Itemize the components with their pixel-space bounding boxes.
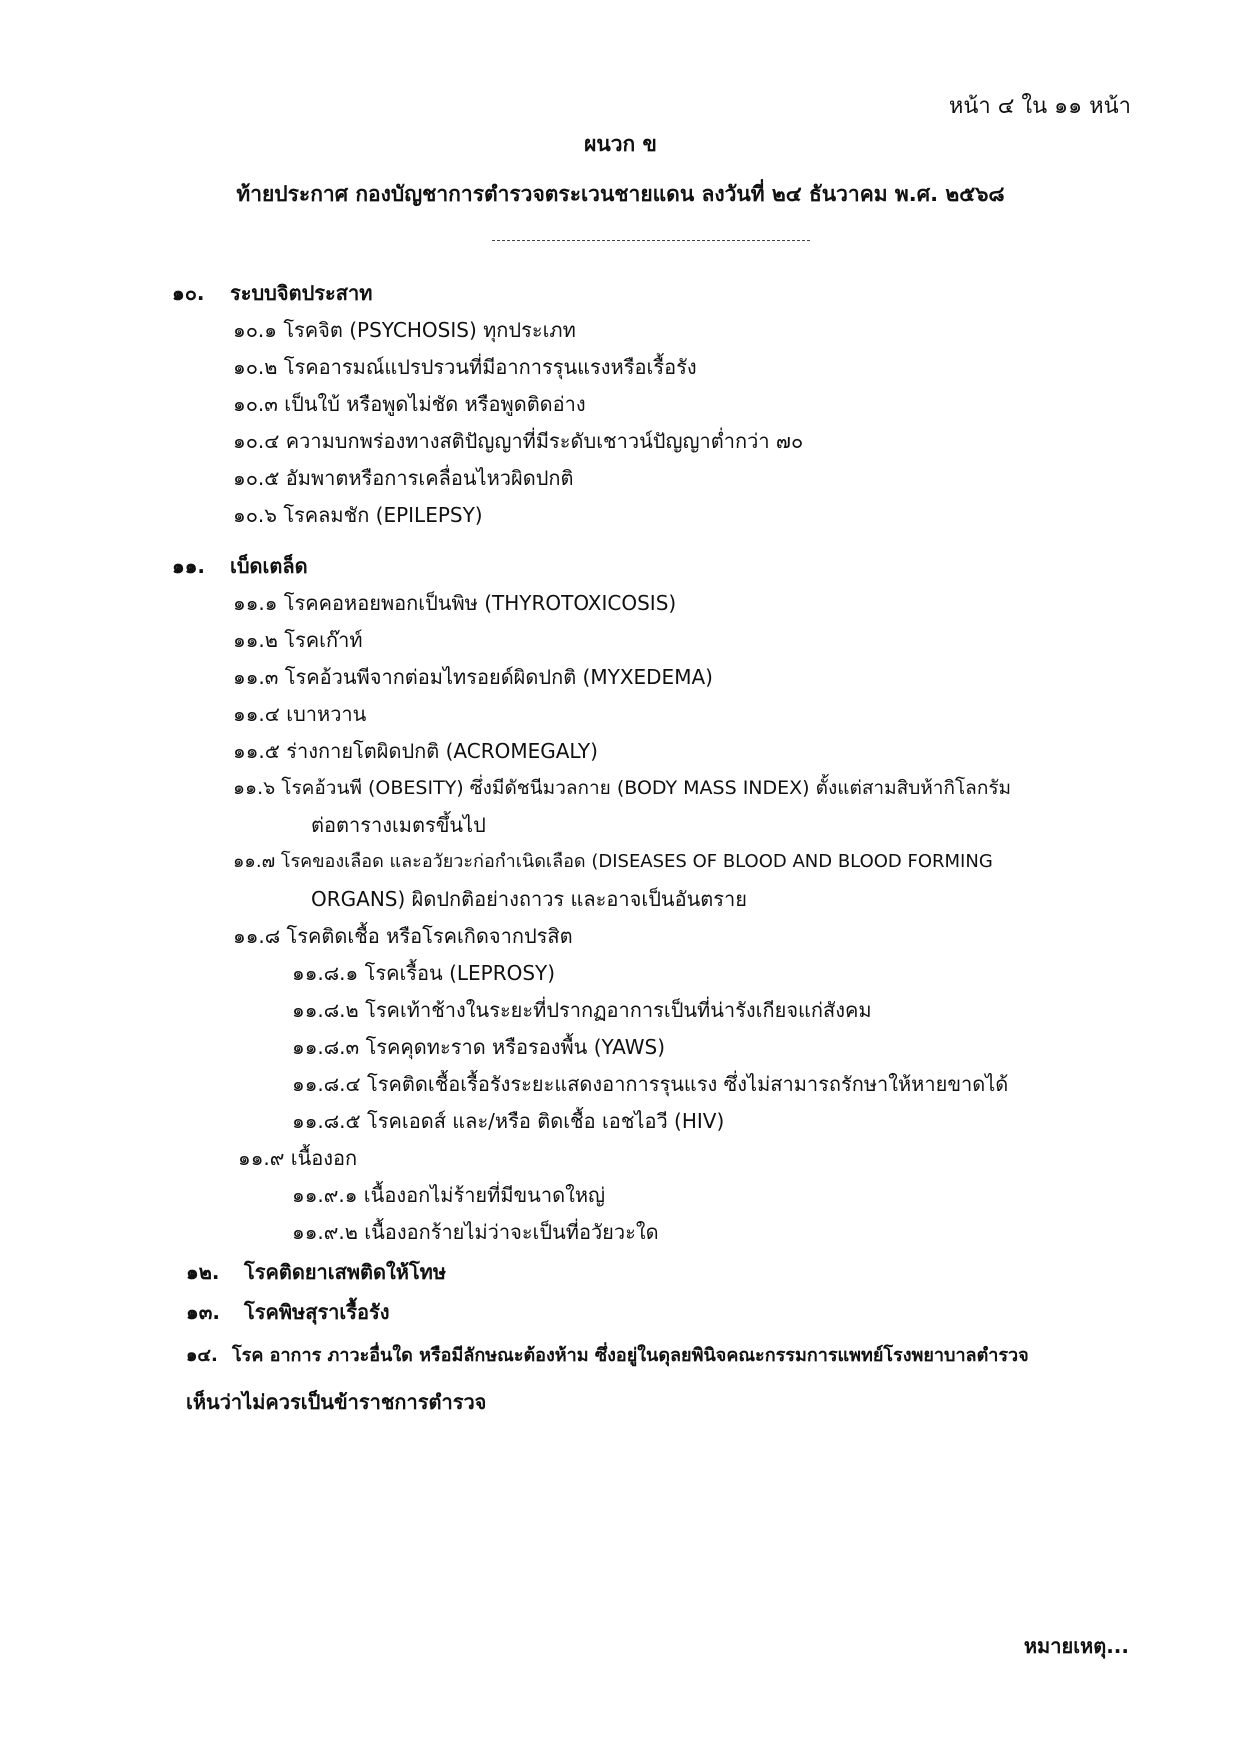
section-number: ๑๐. — [172, 281, 205, 305]
section-number: ๑๒. — [186, 1260, 220, 1284]
list-item: ๑๐.๒ โรคอารมณ์แปรปรวนที่มีอาการรุนแรงหรือเรื้อรัง — [233, 355, 697, 379]
divider-line — [492, 240, 810, 241]
list-item: ๑๐.๓ เป็นใบ้ หรือพูดไม่ชัด หรือพูดติดอ่าง — [233, 392, 586, 416]
sub-list-item: ๑๑.๙.๑ เนื้องอกไม่ร้ายที่มีขนาดใหญ่ — [292, 1183, 606, 1207]
announcement-subtitle: ท้ายประกาศ กองบัญชาการตำรวจตระเวนชายแดน ลงวันที่ ๒๔ ธันวาคม พ.ศ. ๒๕๖๘ — [236, 182, 1005, 206]
list-item: ๑๑.๙ เนื้องอก — [238, 1146, 358, 1170]
sub-list-item: ๑๑.๘.๑ โรคเรื้อน (LEPROSY) — [292, 961, 556, 985]
list-item: ๑๐.๖ โรคลมชัก (EPILEPSY) — [233, 503, 483, 527]
section-title: โรคติดยาเสพติดให้โทษ — [244, 1260, 447, 1284]
section-10-heading — [172, 279, 372, 307]
section-13-heading — [186, 1298, 390, 1326]
section-number: ๑๓. — [186, 1300, 220, 1324]
section-title: ระบบจิตประสาท — [230, 281, 373, 305]
section-title: โรคพิษสุราเรื้อรัง — [244, 1300, 390, 1324]
list-item: ๑๑.๑ โรคคอหอยพอกเป็นพิษ (THYROTOXICOSIS) — [233, 591, 677, 615]
sub-list-item: ๑๑.๘.๔ โรคติดเชื้อเรื้อรังระยะแสดงอาการรุนแรง ซึ่งไม่สามารถรักษาให้หายขาดได้ — [292, 1072, 1009, 1096]
list-item: ๑๑.๒ โรคเก๊าท์ — [233, 628, 363, 652]
sub-list-item: ๑๑.๙.๒ เนื้องอกร้ายไม่ว่าจะเป็นที่อวัยวะใด — [292, 1220, 659, 1244]
list-item: ๑๐.๕ อัมพาตหรือการเคลื่อนไหวผิดปกติ — [233, 466, 574, 490]
annex-title: ผนวก ข — [584, 132, 657, 156]
sub-list-item: ๑๑.๘.๓ โรคคุดทะราด หรือรองพื้น (YAWS) — [292, 1035, 666, 1059]
section-12-heading — [186, 1258, 446, 1286]
sub-list-item: ๑๑.๘.๒ โรคเท้าช้างในระยะที่ปรากฏอาการเป็นที่น่ารังเกียจแก่สังคม — [292, 998, 872, 1022]
list-item-continuation: ORGANS) ผิดปกติอย่างถาวร และอาจเป็นอันตราย — [311, 887, 747, 911]
list-item: ๑๑.๕ ร่างกายโตผิดปกติ (ACROMEGALY) — [233, 739, 598, 763]
section-title: โรค อาการ ภาวะอื่นใด หรือมีลักษณะต้องห้าม ซึ่งอยู่ในดุลยพินิจคณะกรรมการแพทย์โรงพยาบาลตำรวจ — [232, 1345, 1029, 1366]
list-item: ๑๐.๔ ความบกพร่องทางสติปัญญาที่มีระดับเชาวน์ปัญญาต่ำกว่า ๗๐ — [233, 429, 804, 453]
list-item: ๑๐.๑ โรคจิต (PSYCHOSIS) ทุกประเภท — [233, 318, 576, 342]
list-item: ๑๑.๖ โรคอ้วนพี (OBESITY) ซึ่งมีดัชนีมวลกาย (BODY MASS INDEX) ตั้งแต่สามสิบห้ากิโลกรัม — [233, 777, 1012, 799]
list-item: ๑๑.๘ โรคติดเชื้อ หรือโรคเกิดจากปรสิต — [233, 924, 573, 948]
section-number: ๑๔. — [186, 1345, 218, 1366]
list-item-continuation: ต่อตารางเมตรขึ้นไป — [311, 813, 486, 837]
section-11-heading — [172, 552, 308, 580]
page-number: หน้า ๔ ใน ๑๑ หน้า — [948, 94, 1131, 119]
section-14-heading — [186, 1342, 1029, 1370]
footer-note: หมายเหตุ... — [1023, 1634, 1129, 1658]
list-item: ๑๑.๗ โรคของเลือด และอวัยวะก่อกำเนิดเลือด (DISEASES OF BLOOD AND BLOOD FORMING — [233, 851, 993, 872]
list-item: ๑๑.๓ โรคอ้วนพีจากต่อมไทรอยด์ผิดปกติ (MYXEDEMA) — [233, 665, 713, 689]
section-title: เบ็ดเตล็ด — [230, 554, 308, 578]
sub-list-item: ๑๑.๘.๕ โรคเอดส์ และ/หรือ ติดเชื้อ เอชไอวี (HIV) — [292, 1109, 725, 1133]
section-14-continuation: เห็นว่าไม่ควรเป็นข้าราชการตำรวจ — [186, 1390, 487, 1414]
list-item: ๑๑.๔ เบาหวาน — [233, 702, 367, 726]
section-number: ๑๑. — [172, 554, 205, 578]
